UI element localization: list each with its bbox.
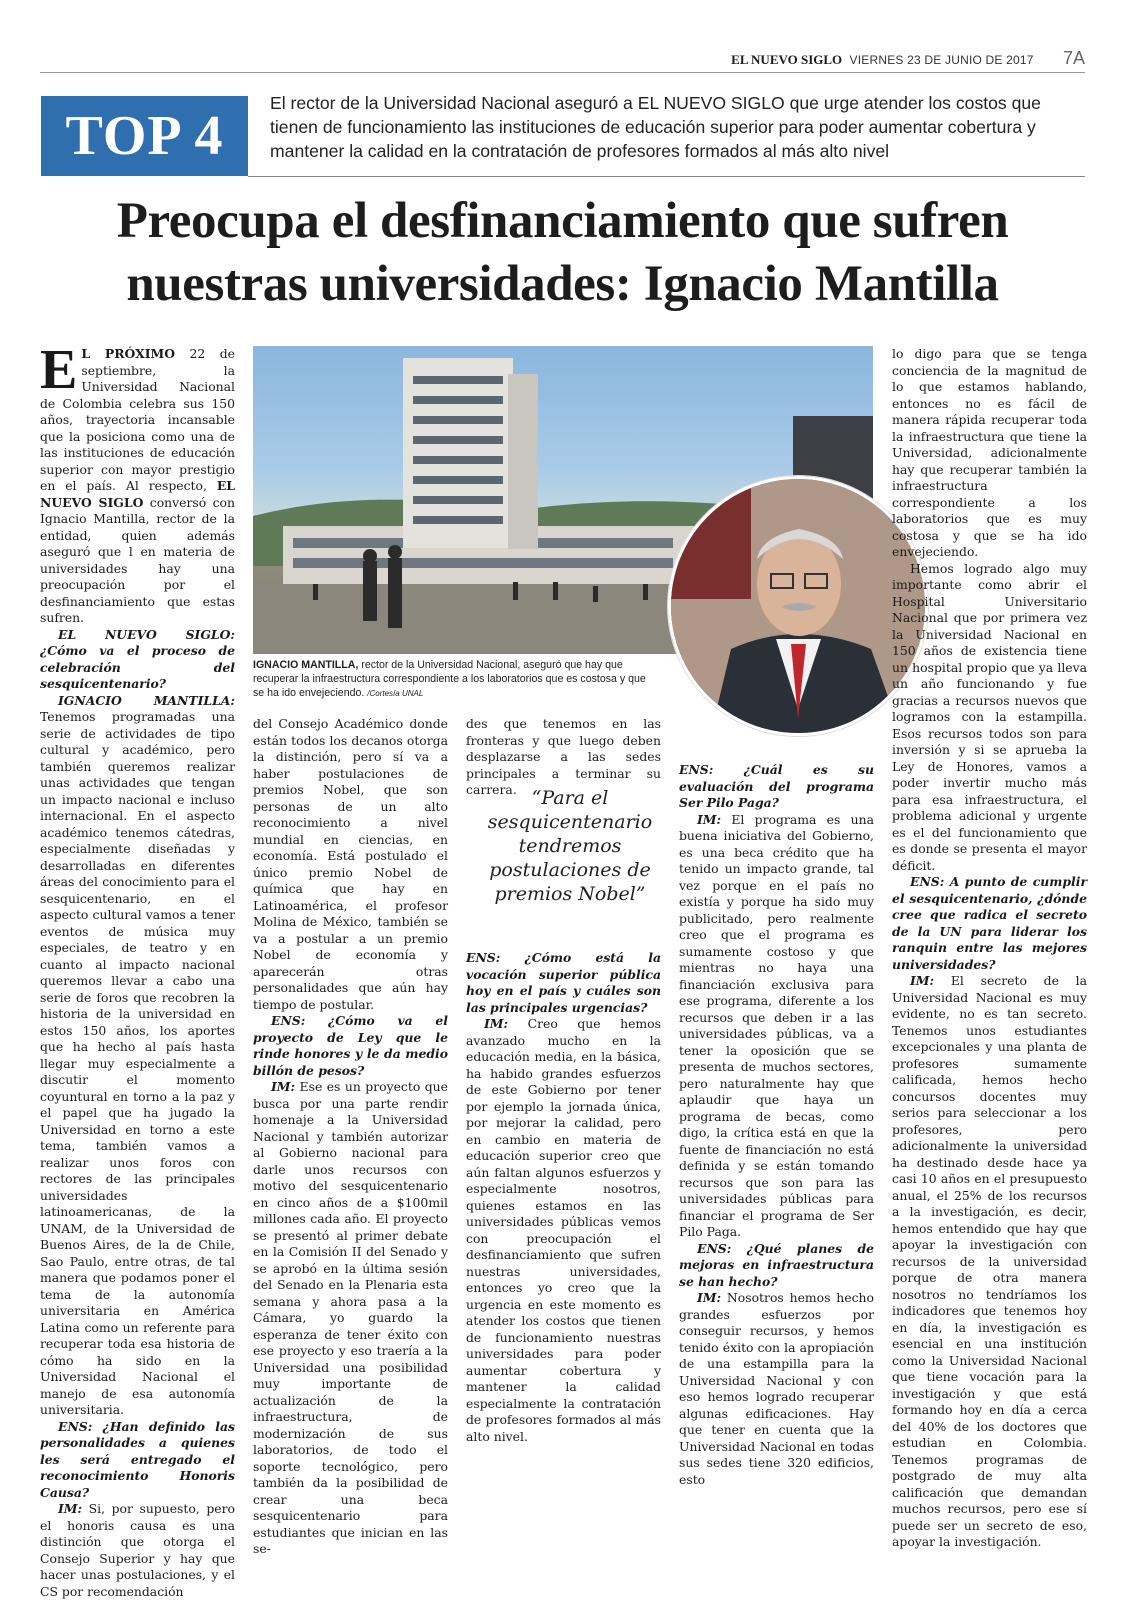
- answer-4: IM: Creo que hemos avanzado mucho en la educación media, en la básica, ha habido grandes esfuerzos de este Gobierno por tener por ejemplo la jornada única, por mejorar la calidad, pero en cambio en materia de educación superior creo que aún faltan algunos esfuerzos y especialmente nosotros, quienes estamos en las universidades públicas vemos con preocupación el desfinanciamiento que sufren nuestras universidades, entonces yo creo que la urgencia en este momento es atender los costos que tienen de funcionamiento nuestras universidades para poder aumentar cobertura y mantener la calidad especialmente la contratación de profesores formados al más alto nivel.: [466, 1016, 661, 1444]
- drop-cap: E: [40, 339, 78, 401]
- column-1: [40, 339, 235, 1600]
- newspaper-name: EL NUEVO SIGLO: [731, 52, 843, 67]
- issue-date: VIERNES 23 DE JUNIO DE 2017: [849, 53, 1034, 67]
- photo-caption: IGNACIO MANTILLA, rector de la Universidad Nacional, aseguró que hay que recuperar la infraestructura correspondiente a los laboratorios que es costosa y que se ha ido envejeciendo. /Cortesía UNAL: [253, 659, 646, 699]
- question-7: ENS: A punto de cumplir el sesquicentenario, ¿dónde cree que radica el secreto de la UN para liderar los ranquin entre las mejores universidades?: [892, 874, 1087, 972]
- masthead-rule: [40, 72, 1085, 73]
- masthead: [731, 52, 1077, 68]
- portrait-illustration: [671, 479, 925, 733]
- answer-7: IM: El secreto de la Universidad Nacional es muy evidente, no es tan secreto. Tenemos unos estudiantes excepcionales y una planta de profesores sumamente calificada, hemos hecho concursos docentes muy serios para seleccionar a los profesores, pero adicionalmente la universidad ha destinado desde hace ya casi 10 años en el presupuesto anual, el 25% de los recursos a la investigación, es decir, hemos entendido que hay que apoyar la investigación con recursos de la universidad porque de otra manera nosotros no tendríamos los indicadores que tenemos hoy en día, la investigación es esencial en una institución como la Universidad Nacional que tiene vocación para la investigación y que está formando hoy en día a cerca del 40% de los doctores que estudian en Colombia. Tenemos programas de postgrado de muy alta calificación que demandan muchos recursos, pero ese sí puede ser un secreto de eso, apoyar la investigación.: [892, 973, 1087, 1549]
- question-5: ENS: ¿Cuál es su evaluación del programa Ser Pilo Paga?: [679, 762, 874, 810]
- answer-6: IM: Nosotros hemos hecho grandes esfuerzos por conseguir recursos, y hemos tenido éxito con la apropiación de una estampilla para la Universidad Nacional y con eso hemos logrado recuperar algunas edificaciones. Hay que tener en cuenta que la Universidad Nacional en todas sus sedes tiene 320 edificios, esto: [679, 1290, 874, 1487]
- question-3: ENS: ¿Cómo va el proyecto de Ley que le rinde honores y le da medio billón de pesos?: [253, 1013, 448, 1078]
- photo-credit: /Cortesía UNAL: [367, 689, 424, 698]
- portrait-photo: [668, 476, 928, 736]
- lead-paragraph: E L PRÓXIMO 22 de septiembre, la Universidad Nacional de Colombia celebra sus 150 años, trayectoria incansable que la posiciona como una de las instituciones de educación superior con mayor prestigio en el país. Al respecto, EL NUEVO SIGLO conversó con Ignacio Mantilla, rector de la entidad, quien además aseguró que l en materia de universidades hay una preocupación por el desfinanciamiento que estas sufren.: [40, 339, 235, 625]
- paragraph-col3: des que tenemos en las fronteras y que luego deben desplazarse a las sedes principales a terminar su carrera.: [466, 716, 661, 797]
- question-1: EL NUEVO SIGLO: ¿Cómo va el proceso de celebración del sesquicentenario?: [40, 626, 235, 691]
- paragraph-col2: del Consejo Académico donde están todos los decanos otorga la distinción, pero sí va a haber postulaciones de premios Nobel, que son personas de un alto reconocimiento a nivel mundial en ciencias, en economía. Está postulado el único premio Nobel de química que hay en Latinoamérica, el profesor Molina de México, también se va a postular a un premio Nobel de economía y aparecerán otras personalidades que aún hay tiempo de postular.: [253, 716, 448, 1012]
- paragraph-col5-2: Hemos logrado algo muy importante como abrir el Hospital Universitario Nacional que por primera vez la Universidad Nacional en 150 años de existencia tiene un hospital propio que ya lleva un año funcionando y fue gracias a recursos nuevos que logramos con la estampilla. Esos recursos todos son para inversión y si se aprueba la Ley de Honores, vamos a poder invertir mucho más para esa infraestructura, el problema adicional y urgente es el del funcionamiento que es donde se presenta el mayor déficit.: [892, 560, 1087, 873]
- question-6: ENS: ¿Qué planes de mejoras en infraestructura se han hecho?: [679, 1240, 874, 1289]
- deck-summary: El rector de la Universidad Nacional aseguró a EL NUEVO SIGLO que urge atender los costos que tienen de funcionamiento las instituciones de educación superior para poder aumentar cobertura y mantener la calidad en la contratación de profesores formados al más alto nivel: [270, 93, 1041, 161]
- paragraph-col5-1: lo digo para que se tenga conciencia de la magnitud de lo que estamos hablando, entonces no es fácil de manera rápida recuperar toda la infraestructura que tiene la Universidad, adicionalmente hay que recuperar también la infraestructura correspondiente a los laboratorios que es muy costosa y que se ha ido envejeciendo.: [892, 346, 1087, 559]
- answer-3: IM: Ese es un proyecto que busca por una parte rendir homenaje a la Universidad Nacional y también autorizar al Gobierno nacional para darle unos recursos con motivo del sesquicentenario en cinco años de a $100mil millones cada año. El proyecto se presentó al primer debate en la Comisión II del Senado y se aprobó en la última sesión del Senado en la Plenaria esta semana y ahora pasa a la Cámara, yo guardo la esperanza de tener éxito con ese proyecto y eso traería a la Universidad una posibilidad muy importante de actualización de la infraestructura, de modernización de sus laboratorios, de todo el soporte tecnológico, pero también da la posibilidad de crear una beca sesquicentenario para estudiantes que inician en las se-: [253, 1079, 448, 1556]
- column-3-lower: [466, 950, 661, 1445]
- section-tag: TOP 4: [41, 96, 248, 176]
- column-2: [253, 716, 448, 1558]
- question-4: ENS: ¿Cómo está la vocación superior pública hoy en el país y cuáles son las principales urgencias?: [466, 950, 661, 1015]
- answer-5: IM: El programa es una buena iniciativa del Gobierno, es una beca crédito que ha tenido un impacto grande, tal vez porque en el país no existía y porque ha sido muy publicitado, pero realmente creo que el programa es sumamente costoso y que mientras no haya una financiación exclusiva para ese programa, diferente a los recursos que deben ir a las universidades públicas, va a tener la oposición que se presenta de muchos sectores, pero naturalmente hay que aplaudir que haya un programa de becas, como digo, la crítica está en que la fuente de financiación no está definida y se están tomando recursos que son para las universidades públicas para financiar el programa de Ser Pilo Paga.: [679, 811, 874, 1239]
- question-2: ENS: ¿Han definido las personalidades a quienes les será entregado el reconocimiento Honoris Causa?: [40, 1418, 235, 1500]
- column-4: [679, 762, 874, 1488]
- answer-1: IGNACIO MANTILLA: Tenemos programadas una serie de actividades de tipo cultural y académico, pero también queremos realizar unas actividades que tengan un impacto nacional e incluso internacional. En el aspecto académico tenemos cátedras, especialmente diseñadas y desarrolladas en diferentes áreas del conocimiento para el sesquicentenario, en el aspecto cultural vamos a tener eventos de música muy especiales, de teatro y en cuanto al impacto nacional queremos llevar a cabo una serie de foros que recobren la historia de la universidad en estos 150 años, los aportes que ha hecho al país hasta llegar muy especialmente a discutir el momento coyuntural en torno a la paz y el papel que ha jugado la Universidad en torno a este tema, también vamos a realizar unos foros con rectores de las principales universidades latinoamericanas, de la UNAM, de la Universidad de Buenos Aires, de la de Chile, Sao Paulo, entre otras, de tal manera que podamos poner el tema de la autonomía universitaria en América Latina como un referente para recuperar toda esa historia de cómo ha sido en la Universidad Nacional el manejo de esa autonomía universitaria.: [40, 692, 235, 1417]
- headline: [30, 190, 1095, 316]
- column-5: [892, 346, 1087, 1551]
- headline-line-1: Preocupa el desfinanciamiento que sufren: [116, 193, 1009, 249]
- pull-quote: “Para el sesquicentenario tendremos postulaciones de premios Nobel”: [487, 787, 653, 905]
- deck-rule: [248, 176, 1085, 177]
- headline-line-2: nuestras universidades: Ignacio Mantilla: [126, 256, 999, 312]
- answer-2: IM: Si, por supuesto, pero el honoris causa es una distinción que otorga el Consejo Superior y hay que hacer unas postulaciones, y el CS por recomendación: [40, 1501, 235, 1599]
- page-number: 7A: [1062, 48, 1085, 68]
